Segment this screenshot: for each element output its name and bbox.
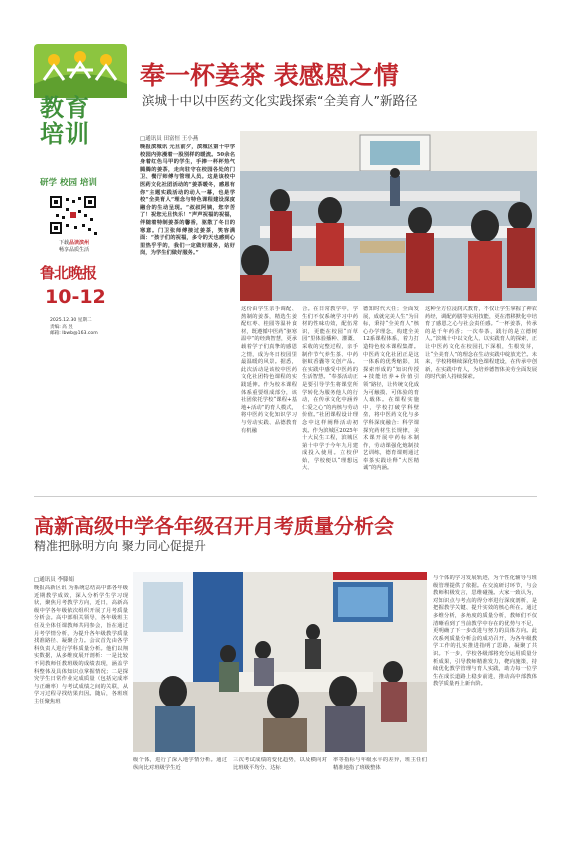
article1-col5: 这种全方位浸润式教育，不仅让学生掌握了神农药经，调配药膳等实用技能，更在潜移默化中培育了感恩之心与社会责任感。“一杯姜茶，传承的是千年药香；一次奉茶，践行的是立德树人。”滨城十中以文化人、以实践育人的探索，正让中医药文化在校园扎下深根，生根发芽，让“全美育人”的理念在生动实践中绽放光芒。未来，学校将继续深化特色课程建设，在传承中创新，在实践中育人，为培养德智体美劳全面发展的时代新人持续探索。	[425, 306, 537, 381]
article2-col2: 级个体，进行了深入地学情分析。通过纵向比对班级学生近	[133, 757, 227, 771]
section-title-line2: 培训	[40, 120, 90, 148]
paper-name: 鲁北晚报	[40, 264, 97, 282]
article1-byline: □通讯员 田富恒 王小燕	[140, 136, 199, 142]
issue-date: 2025.12.30 星期二	[50, 318, 92, 323]
article2-col1: 晚报高新区讯 为系统总结高中部各年级近期教学成效，深入分析学生学习现状，聚焦月考教学方向，近日，高新高级中学各年级依次组织开展了月考质量分析会。高中部相关领导，各年级班主任及全体任课教师共同参会，旨在通过月考学情分析，为提升各年级教学质量找准路径、凝聚合力。会议首先由各学科负责人进行学科质量分析。他们以翔实数据，从多维度展开剖析：一是比较不同教师任教班级的成绩表现，涵盖学科整体及具体知识点掌握情况；二是探究学生日常作业完成质量（包括完成率与正确率）与考试成绩之间的关联，从学习过程寻找结果归因。随后，各班班主任聚焦班	[34, 585, 128, 705]
section-title-line1: 教育	[40, 94, 90, 122]
article1-headline: 奉一杯姜茶 表感恩之情	[140, 61, 399, 90]
article2-headline: 高新高级中学各年级召开月考质量分析会	[34, 514, 394, 538]
article2-subheadline: 精准把脉明方向 聚力同心促提升	[34, 539, 206, 553]
article1-photo	[240, 131, 537, 301]
issue-email: 邮箱: lbwb@163.com	[50, 331, 98, 337]
article2-col3: 三次考试成绩的变化趋势，以及横向对比班级平均分、达标	[233, 757, 327, 771]
section-subtitle: 研学 校园 培训	[40, 178, 97, 188]
qr-code-icon	[48, 194, 98, 236]
qr-caption-brand: 品读滨州	[69, 240, 90, 246]
issue-info	[50, 318, 98, 338]
article1-subheadline: 滨城十中以中医药文化实践探索“全美育人”新路径	[142, 93, 418, 108]
issue-editor: 责编: 高 昱	[50, 324, 73, 330]
section-divider	[34, 496, 537, 497]
children-figures-icon	[34, 44, 127, 98]
article1-text-col1: 晚报滨城讯 元旦前夕，滨城区第十中学校园内弥漫着一股别样的暖流。50余名身着红色马甲的学生，手捧一杯杯热气腾腾的姜茶，走向驻守在校园各处的门卫、餐厅师傅与管理人员。这是该校中医药文化社团活动的“姜茶暖冬，感恩有你”主题实践活动的动人一幕，也是学校“全美育人”理念与特色课程建设深度融合的生动呈现。“叔叔阿姨，您辛苦了！祝您元旦快乐！”声声祝福的祝福，伴随着特制姜茶的馨香，驱散了冬日的寒意。门卫张师傅接过姜茶，笑容满面：“孩子们的祝福，多令的天也感到心里热乎乎的，我们一定做好服务，站好岗，为学生们做好服务。”	[140, 144, 235, 257]
article1-col4: 德知时代大任；全面发展，成就完美人生”为目标，秉持“全美育人”核心办学理念，构建全美12系课程体系，着力打造特色校本课程集群。中医药文化社团正是这一体系的优秀缩影，其探索形成的“知识传授+技能培养+价值引领”路径，让传统文化成为可触摸、可体验的育人载体。在课程实施中，学校打破学科壁垒，将中医药文化与多学科深度融合：科学课探究药材生长规律，美术课开展中药标本制作，劳动课强化炮制技艺训练，德育课则通过奉茶实践诠释“大医精诚”的内涵。	[363, 306, 419, 472]
qr-caption	[44, 240, 104, 253]
article2-col4: 率等指标与年级水平的差异，班主任们精准地指了班级整体	[333, 757, 427, 771]
article2-photo	[133, 572, 427, 752]
section-title	[40, 95, 90, 147]
article1-col2: 这份由学生亲手调配、熬制的姜茶，精选生姜配红枣、桂圆等温补食材，既遵循中医药“驱寒温中”的经典智慧，更承载着学子们真挚的感恩之情，成为冬日校园里最温暖的风景。据悉，此次活动是该校中医药文化社团特色课程的实践延伸。作为校本课程体系重要组成部分，该社团依托学校“课程+基地+活动”的育人模式，将中医药文化知识学习与劳动实践、品德教育有机融	[241, 306, 297, 434]
qr-caption-tagline: 畅享品质生活	[58, 246, 89, 253]
article1-col3: 合。在日常教学中，学生们不仅系统学习中药材的性味功效，配伍常识，更能在校园“百草园”里体验播种、灌溉、采收的完整过程，亲手制作节气养生茶、中药驱蚊香囊等文创产品。在实践中感受中医药的生活智慧。“奉茶活动正是要引导学生将课堂所学转化为服务他人的行动，在传承文化中涵养仁爱之心”的内核与劳动价值。”社团课程设计理念中这样阐释活动初衷。作为滨城区2025年十大民生工程，滨城区第十中学于今年九月建成投入使用。立校伊始，学校便以“理想远大、	[302, 306, 358, 472]
article2-byline: □通讯员 李滕娟	[34, 577, 74, 583]
page-number: 10-12	[45, 286, 106, 308]
qr-caption-prefix: 下载	[58, 240, 69, 246]
article2-col5: 与个体的学习发展轨迹，为个性化辅导与班级管理提供了依据。在交流研讨环节，与会教师积极发言，思维碰撞。大家一致认为，对知识点与考点的得分率进行深度剖析，是把握教学关键、提升实效的核心所在。通过多维分析，多角度的质量分析，教师们不仅清晰看到了当前教学中存在的优势与不足，更明确了下一步改进与努力的具体方向。此次系列质量分析会的成功召开，为各年级教学工作的扎实推进指明了思路，凝聚了共识。下一步，学校各级部将充分运用质量分析成果，引导教师精准发力，靶向施策，持续优化教学管理与育人实践，助力每一位学生在成长道路上稳步前进，推动高中部教体教学质量再上新台阶。	[433, 575, 537, 688]
article1-col1	[140, 144, 235, 508]
